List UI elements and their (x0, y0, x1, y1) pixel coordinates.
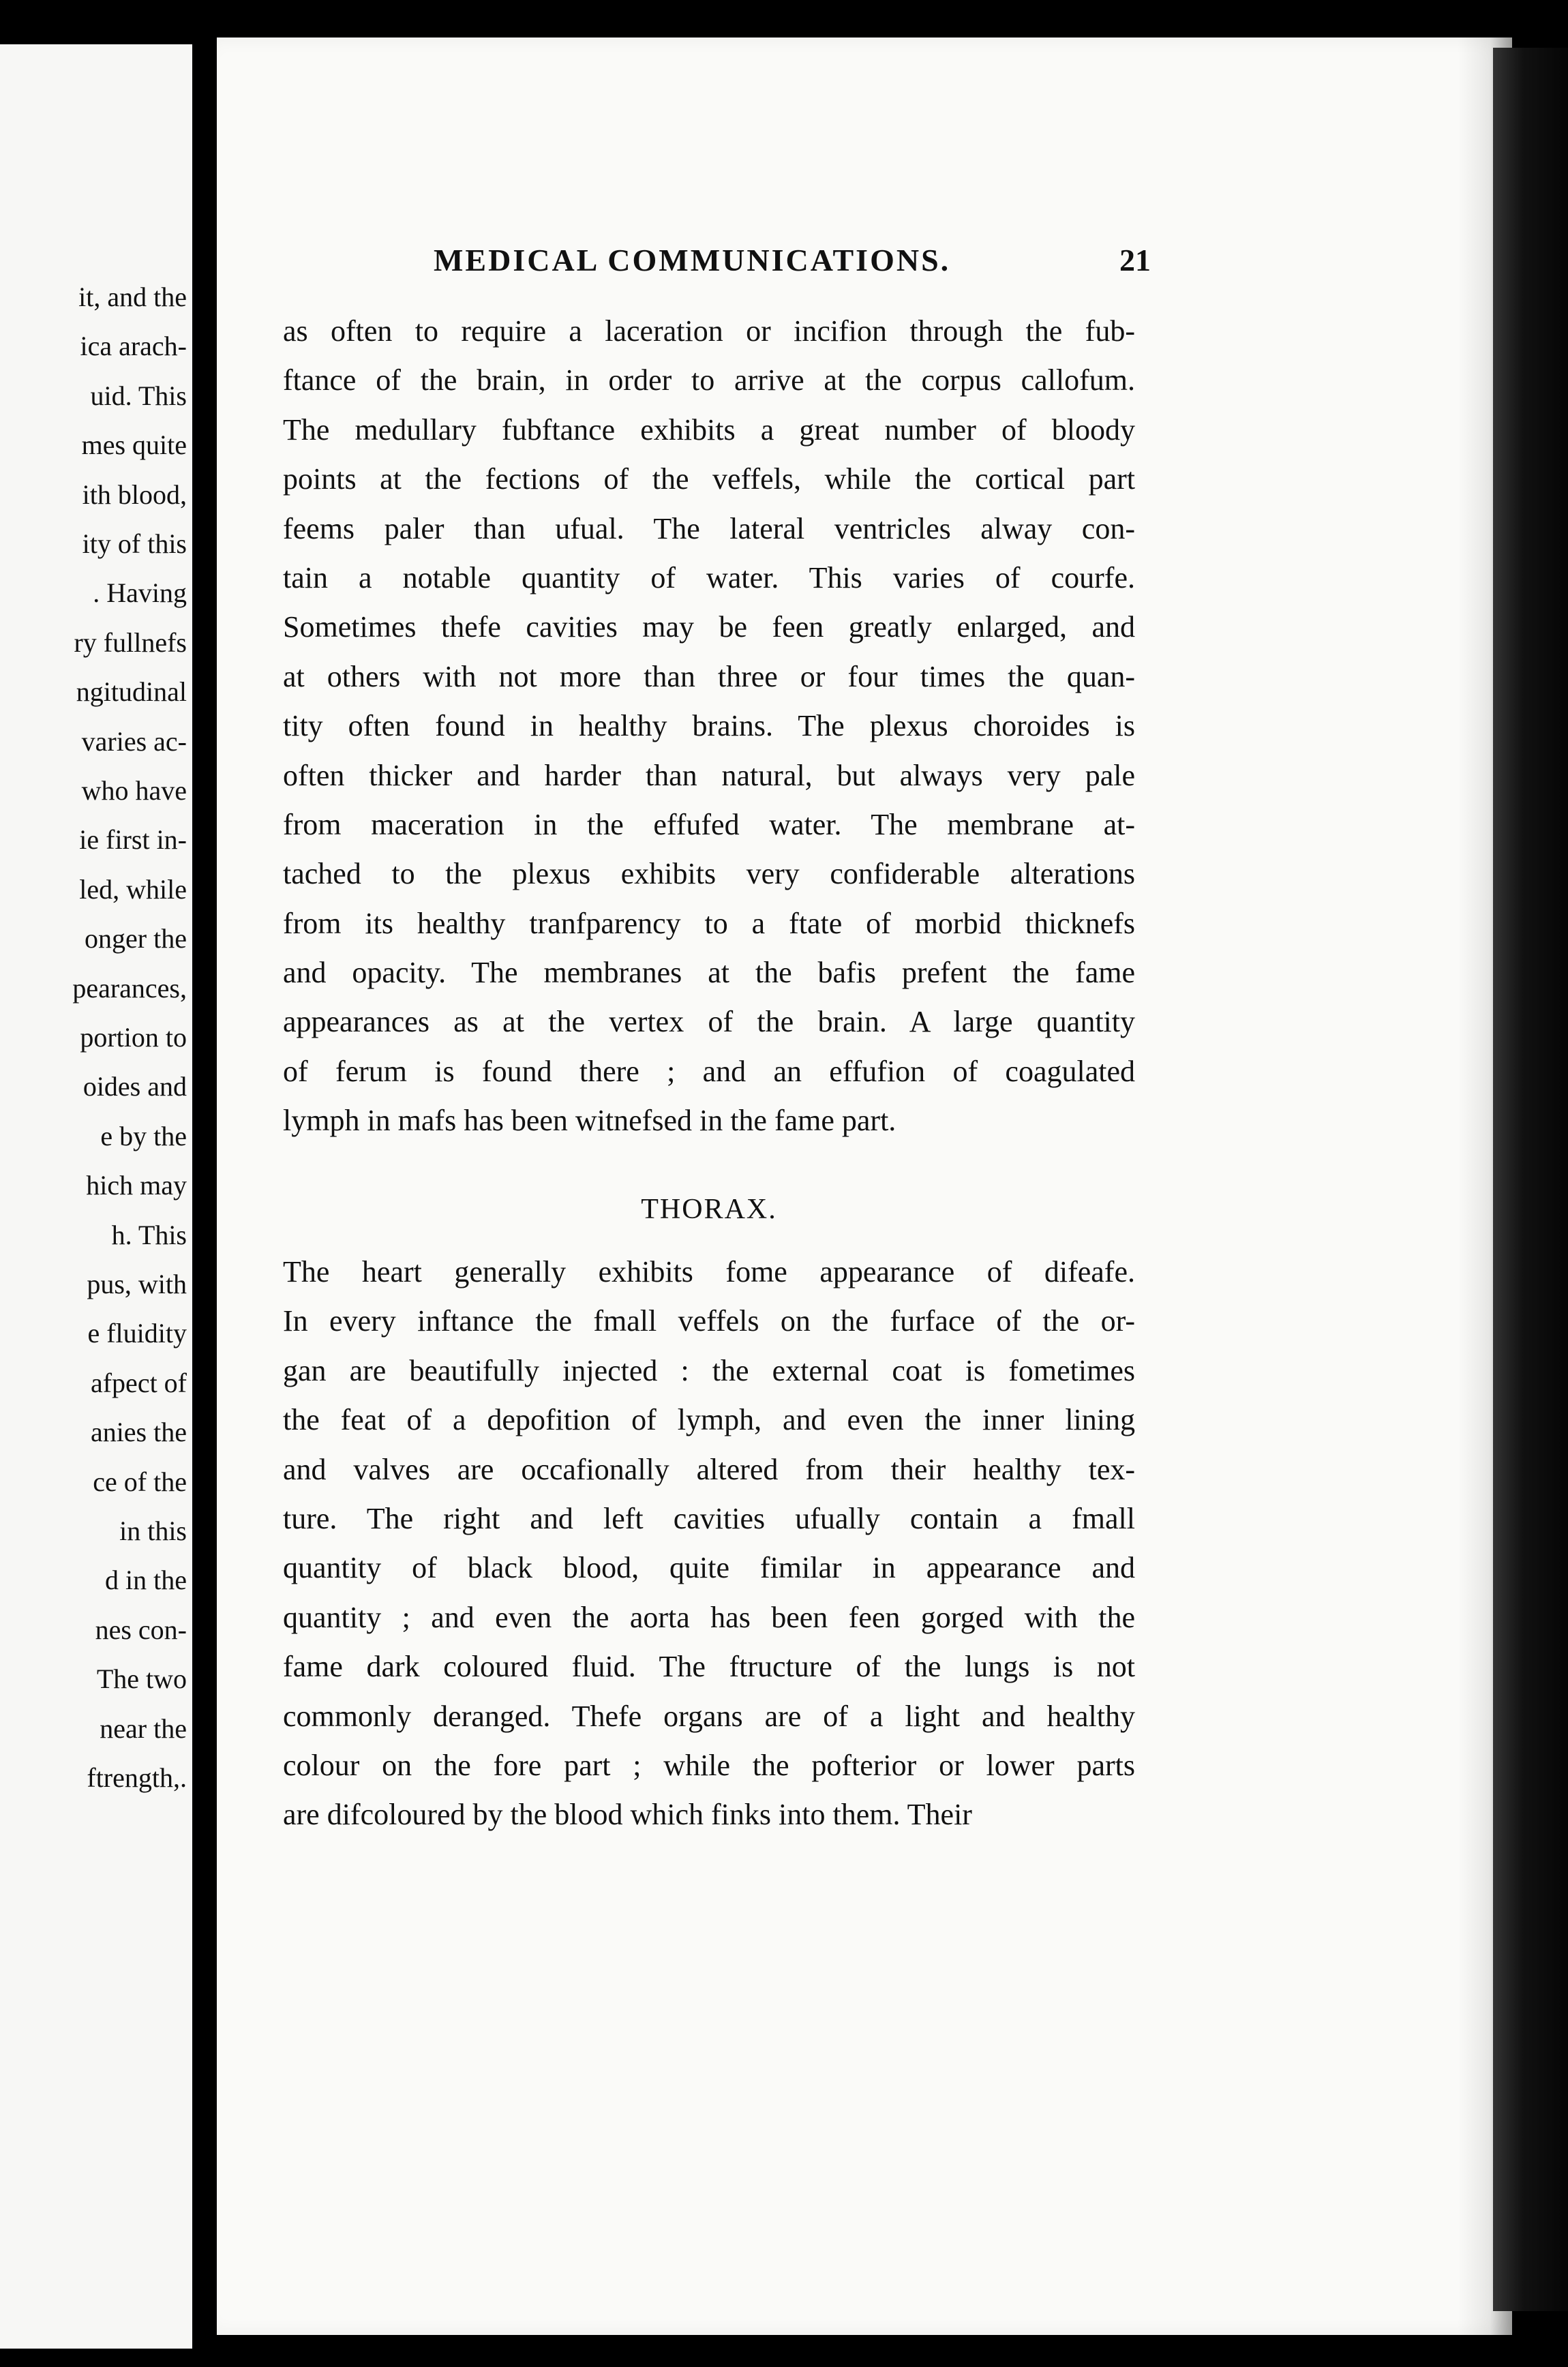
text-line: Sometimes thefe cavities may be feen greatly enlarged, and (283, 610, 1135, 644)
running-title: MEDICAL COMMUNICATIONS. (434, 243, 951, 277)
text-line: The medullary fubftance exhibits a great number of bloody (283, 412, 1135, 447)
page-header (217, 242, 1151, 290)
facing-page-line: h. This (111, 1219, 187, 1250)
paragraph-brain (283, 307, 1135, 1146)
text-line: quantity ; and even the aorta has been feen gorged with the (283, 1600, 1135, 1634)
facing-page-fragment (0, 44, 192, 2349)
text-line: points at the fections of the veffels, while the cortical part (283, 462, 1135, 496)
text-line: quantity of black blood, quite fimilar in appearance and (283, 1551, 1135, 1585)
text-line: the feat of a depofition of lymph, and even the inner lining (283, 1403, 1135, 1437)
page-number: 21 (1119, 243, 1151, 277)
facing-page-line: The two (96, 1663, 187, 1695)
facing-page-line: e fluidity (87, 1318, 187, 1349)
facing-page-line: varies ac- (81, 725, 187, 757)
facing-page-line: who have (81, 775, 187, 806)
facing-page-line: ith blood, (82, 479, 187, 510)
text-line: from maceration in the effufed water. The membrane at- (283, 807, 1135, 841)
text-line: are difcoloured by the blood which finks into them. Their (283, 1798, 972, 1832)
facing-page-line: hich may (86, 1170, 187, 1201)
facing-page-line: ftrength,. (87, 1762, 187, 1793)
facing-page-line: . Having (93, 577, 187, 609)
text-line: tity often found in healthy brains. The plexus choroides is (283, 709, 1135, 743)
facing-page-line: ry fullnefs (74, 627, 187, 658)
text-line: as often to require a laceration or incifion through the fub- (283, 314, 1135, 348)
facing-page-line: e by the (100, 1120, 187, 1151)
facing-page-line: onger the (85, 923, 187, 954)
facing-page-line: ity of this (82, 528, 187, 559)
facing-page-line: nes con- (95, 1614, 187, 1645)
text-line: appearances as at the vertex of the brain. A large quantity (283, 1005, 1135, 1039)
text-line: often thicker and harder than natural, but always very pale (283, 758, 1135, 792)
facing-page-line: d in the (105, 1565, 187, 1596)
text-line: gan are beautifully injected : the external coat is fometimes (283, 1353, 1135, 1387)
text-line: and opacity. The membranes at the bafis prefent the fame (283, 956, 1135, 990)
facing-page-line: ce of the (93, 1466, 187, 1497)
facing-page-line: portion to (80, 1022, 187, 1053)
facing-page-line: ngitudinal (76, 676, 187, 708)
text-line: feems paler than ufual. The lateral ventricles alway con- (283, 511, 1135, 545)
facing-page-line: ica arach- (80, 331, 187, 362)
facing-page-line: afpect of (90, 1367, 187, 1398)
text-line: from its healthy tranfparency to a ftate of morbid thicknefs (283, 906, 1135, 940)
facing-page-line: in this (119, 1516, 187, 1546)
facing-page-line: uid. This (90, 380, 187, 411)
text-line: tached to the plexus exhibits very confiderable alterations (283, 857, 1135, 891)
facing-page-line: pearances, (72, 972, 187, 1004)
text-line: lymph in mafs has been witnefsed in the fame part. (283, 1104, 896, 1138)
section-heading: THORAX. (641, 1194, 777, 1225)
text-line: The heart generally exhibits fome appearance of difeafe. (283, 1255, 1135, 1288)
text-line: commonly deranged. Thefe organs are of a light and healthy (283, 1699, 1135, 1733)
text-line: and valves are occafionally altered from their healthy tex- (283, 1452, 1135, 1486)
page-edge-shadow (1493, 48, 1568, 2311)
facing-page-line: anies the (90, 1417, 187, 1448)
paragraph-thorax (283, 1248, 1135, 1840)
text-line: ftance of the brain, in order to arrive at the corpus callofum. (283, 363, 1135, 397)
facing-page-line: oides and (82, 1071, 187, 1102)
facing-page-line: near the (100, 1713, 187, 1744)
text-line: colour on the fore part ; while the pofterior or lower parts (283, 1748, 1135, 1782)
text-line: In every inftance the fmall veffels on the furface of the or- (283, 1304, 1135, 1338)
text-line: at others with not more than three or four times the quan- (283, 659, 1135, 693)
facing-page-line: ie first in- (79, 824, 187, 856)
facing-page-line: led, while (79, 873, 187, 905)
facing-page-line: mes quite (81, 429, 187, 461)
facing-page-line: it, and the (78, 282, 187, 312)
facing-page-line: pus, with (87, 1269, 187, 1299)
text-line: fame dark coloured fluid. The ftructure of the lungs is not (283, 1650, 1135, 1684)
text-line: ture. The right and left cavities ufually contain a fmall (283, 1501, 1135, 1535)
text-line: of ferum is found there ; and an effufion of coagulated (283, 1054, 1135, 1088)
text-line: tain a notable quantity of water. This varies of courfe. (283, 560, 1135, 594)
